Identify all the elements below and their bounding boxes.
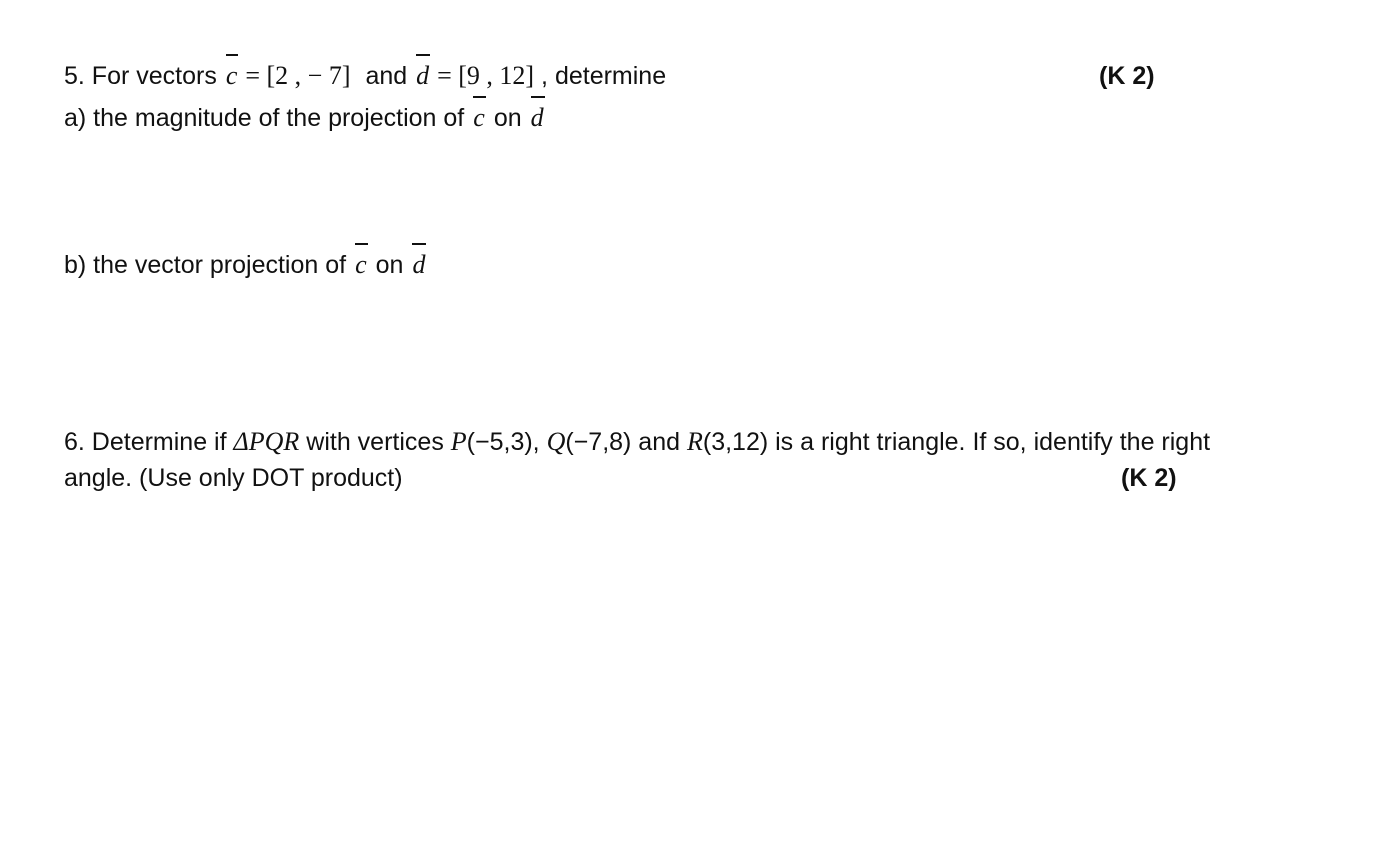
vertex-r-coords: (3,12) is a right triangle. If so, identify the right [702,428,1211,456]
q6-line2: angle. (Use only DOT product) [64,464,403,492]
vector-d: d [416,61,430,90]
q6-statement [64,427,1210,457]
vertex-q-label: Q [546,427,566,456]
part-b-vector-c: c [355,250,367,279]
triangle-pqr: ΔPQR [233,427,300,456]
q5-lead: 5. For vectors [64,62,217,90]
q5-marks: (K 2) [1099,62,1155,90]
part-a-vector-d: d [530,103,544,132]
vertex-p-label: P [450,427,467,456]
q6-with-vertices: with vertices [306,428,444,456]
q5-part-b [64,250,426,280]
vertex-r-label: R [686,427,703,456]
part-b-text: b) the vector projection of [64,251,347,279]
and-text: and [365,62,408,90]
vertex-p-coords: (−5,3), [466,428,540,456]
part-a-text: a) the magnitude of the projection of [64,104,465,132]
q6-lead: 6. Determine if [64,428,227,456]
vertex-q-coords: (−7,8) and [565,428,681,456]
q5-tail: , determine [541,62,667,90]
part-b-vector-d: d [412,250,426,279]
part-b-on: on [375,251,404,279]
q5-statement [64,61,666,91]
part-a-vector-c: c [473,103,485,132]
c-value: = [2 , − 7] [245,61,351,90]
q6-marks: (K 2) [1121,464,1177,492]
vector-c: c [225,61,238,90]
part-a-on: on [493,104,522,132]
d-value: = [9 , 12] [437,61,535,90]
q5-part-a [64,103,545,133]
